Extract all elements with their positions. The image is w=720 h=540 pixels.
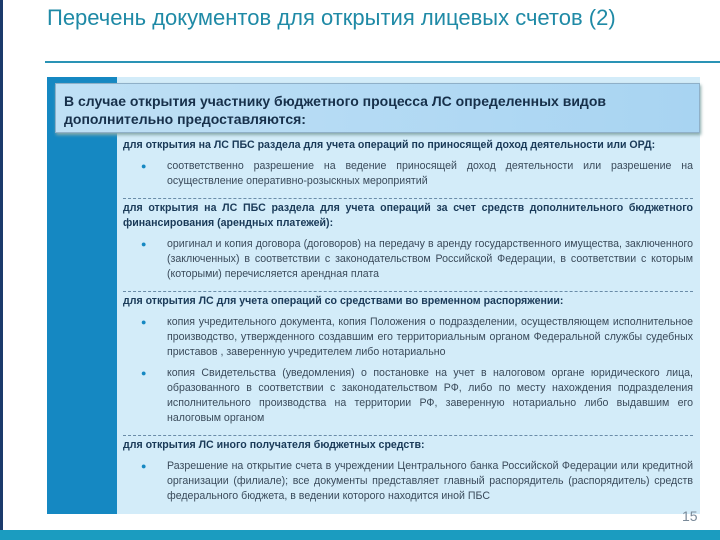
section [123,199,693,292]
callout-header: В случае открытия участнику бюджетного процесса ЛС определенных видов дополнительно предоставляются: [55,83,700,133]
list-item [123,366,693,426]
list-item [123,237,693,282]
bullet-icon: ● [141,317,147,327]
sections-list [123,136,693,513]
bullet-icon: ● [141,161,147,171]
page-number: 15 [682,508,698,524]
list-item [123,159,693,189]
left-edge [0,0,3,540]
section-heading: для открытия на ЛС ПБС раздела для учета операций за счет средств дополнительного бюджетного финансирования (арендных платежей): [123,202,693,229]
bullet-icon: ● [141,368,147,378]
bottom-bar [0,530,720,540]
list-item-text: копия Свидетельства (уведомления) о постановке на учет в налоговом органе юридического лица, образованного в соответствии с законодательством РФ, либо по месту нахождения подразделения исполнительного производства на территории РФ, заверенную нотариально либо выдавшим его налоговым органом [167,367,693,424]
list-item [123,315,693,360]
sidebar-bar [47,77,117,514]
list-item-text: оригинал и копия договора (договоров) на передачу в аренду государственного имущества, заключенного (заключенных) в соответствии с законодательством Российской Федерации, в соответствии с которым (которыми) перечисляется арендная плата [167,238,693,280]
section [123,436,693,513]
list-item-text: соответственно разрешение на ведение приносящей доход деятельности или разрешение на осуществление оперативно-розыскных мероприятий [167,160,693,187]
section-heading: для открытия ЛС для учета операций со средствами во временном распоряжении: [123,295,564,307]
list-item-text: копия учредительного документа, копия Положения о подразделении, осуществляющем исполнительное производство, утвержденного создавшим его территориальным органом Федеральной службы судебных приставов , заверенную учредителем либо нотариально [167,316,693,358]
bullet-icon: ● [141,239,147,249]
title-divider [45,61,720,63]
section [123,136,693,199]
bullet-icon: ● [141,461,147,471]
list-item [123,459,693,504]
page-title: Перечень документов для открытия лицевых счетов (2) [47,5,616,30]
section [123,292,693,436]
section-heading: для открытия ЛС иного получателя бюджетных средств: [123,439,425,451]
list-item-text: Разрешение на открытие счета в учреждении Центрального банка Российской Федерации или кредитной организации (филиале); все документы представляет главный распорядитель (распорядитель) средств федерального бюджета, в ведении которого находится иной ПБС [167,460,693,502]
section-heading: для открытия на ЛС ПБС раздела для учета операций по приносящей доход деятельности или ОРД: [123,139,656,151]
